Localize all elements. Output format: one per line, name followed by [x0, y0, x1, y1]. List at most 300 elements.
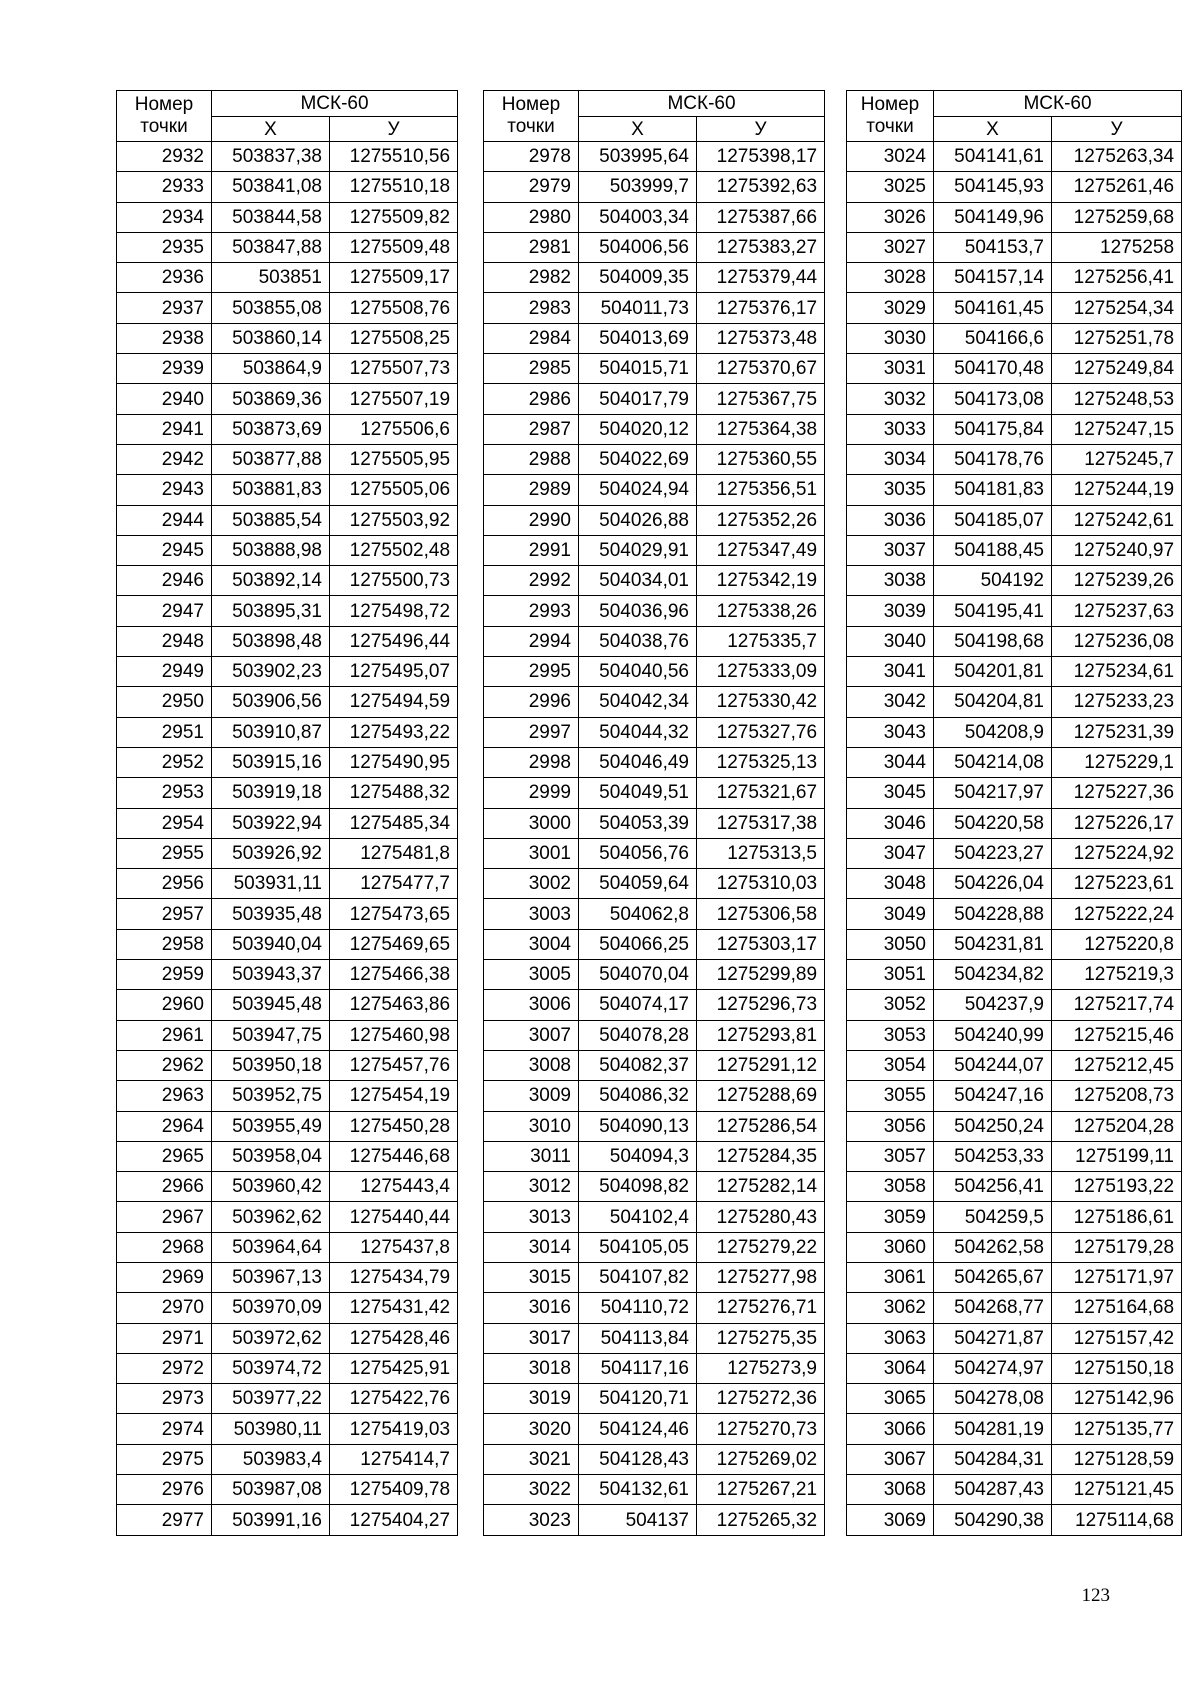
x-coordinate-cell: 504153,7: [934, 232, 1052, 262]
x-coordinate-cell: 504036,96: [579, 596, 697, 626]
x-coordinate-cell: 504259,5: [934, 1202, 1052, 1232]
y-coordinate-cell: 1275244,19: [1052, 475, 1182, 505]
x-coordinate-cell: 503873,69: [212, 414, 330, 444]
point-number-cell: 3057: [847, 1141, 934, 1171]
point-number-cell: 3046: [847, 808, 934, 838]
table-row: [117, 323, 458, 353]
point-number-cell: 3047: [847, 838, 934, 868]
y-coordinate-cell: 1275224,92: [1052, 838, 1182, 868]
point-number-cell: 2941: [117, 414, 212, 444]
point-number-cell: 3007: [484, 1020, 579, 1050]
y-coordinate-cell: 1275477,7: [330, 869, 458, 899]
table-row: [484, 747, 825, 777]
table-row: [117, 1020, 458, 1050]
point-number-cell: 3027: [847, 232, 934, 262]
point-number-cell: 3068: [847, 1475, 934, 1505]
y-coordinate-cell: 1275273,9: [697, 1353, 825, 1383]
table-row: [847, 990, 1182, 1020]
y-coordinate-cell: 1275212,45: [1052, 1050, 1182, 1080]
point-number-cell: 3053: [847, 1020, 934, 1050]
y-coordinate-cell: 1275208,73: [1052, 1081, 1182, 1111]
table-row: [847, 1081, 1182, 1111]
x-coordinate-cell: 504009,35: [579, 263, 697, 293]
y-coordinate-cell: 1275288,69: [697, 1081, 825, 1111]
table-row: [117, 747, 458, 777]
point-number-cell: 3042: [847, 687, 934, 717]
point-number-cell: 3051: [847, 960, 934, 990]
table-row: [847, 1475, 1182, 1505]
table-row: [117, 596, 458, 626]
y-coordinate-cell: 1275233,23: [1052, 687, 1182, 717]
y-coordinate-cell: 1275204,28: [1052, 1111, 1182, 1141]
table-row: [117, 990, 458, 1020]
x-coordinate-cell: 504217,97: [934, 778, 1052, 808]
point-number-cell: 2959: [117, 960, 212, 990]
table-row: [484, 1081, 825, 1111]
point-number-cell: 2983: [484, 293, 579, 323]
x-coordinate-cell: 503895,31: [212, 596, 330, 626]
x-coordinate-cell: 504284,31: [934, 1444, 1052, 1474]
point-number-cell: 3045: [847, 778, 934, 808]
table-row: [484, 1232, 825, 1262]
point-number-cell: 2951: [117, 717, 212, 747]
point-number-cell: 2987: [484, 414, 579, 444]
y-coordinate-cell: 1275506,6: [330, 414, 458, 444]
table-row: [847, 263, 1182, 293]
point-number-cell: 3059: [847, 1202, 934, 1232]
point-number-cell: 2985: [484, 354, 579, 384]
y-coordinate-cell: 1275338,26: [697, 596, 825, 626]
point-number-cell: 2937: [117, 293, 212, 323]
y-coordinate-cell: 1275251,78: [1052, 323, 1182, 353]
point-number-cell: 2997: [484, 717, 579, 747]
point-number-cell: 3044: [847, 747, 934, 777]
y-column-header: У: [1052, 117, 1182, 142]
x-coordinate-cell: 504271,87: [934, 1323, 1052, 1353]
y-coordinate-cell: 1275327,76: [697, 717, 825, 747]
point-number-cell: 2976: [117, 1475, 212, 1505]
table-row: [847, 1111, 1182, 1141]
table-row: [117, 1323, 458, 1353]
table-row: [117, 444, 458, 474]
point-number-cell: 2971: [117, 1323, 212, 1353]
table-row: [484, 1172, 825, 1202]
x-coordinate-cell: 503955,49: [212, 1111, 330, 1141]
table-row: [117, 717, 458, 747]
y-coordinate-cell: 1275409,78: [330, 1475, 458, 1505]
point-number-cell: 2995: [484, 657, 579, 687]
y-coordinate-cell: 1275313,5: [697, 838, 825, 868]
point-number-cell: 3032: [847, 384, 934, 414]
table-row: [117, 1111, 458, 1141]
y-coordinate-cell: 1275179,28: [1052, 1232, 1182, 1262]
point-number-cell: 2966: [117, 1172, 212, 1202]
x-coordinate-cell: 504228,88: [934, 899, 1052, 929]
x-coordinate-cell: 504082,37: [579, 1050, 697, 1080]
point-number-cell: 2935: [117, 232, 212, 262]
x-coordinate-cell: 503931,11: [212, 869, 330, 899]
point-number-cell: 2960: [117, 990, 212, 1020]
point-number-cell: 2988: [484, 444, 579, 474]
x-column-header: Х: [934, 117, 1052, 142]
y-coordinate-cell: 1275296,73: [697, 990, 825, 1020]
point-number-cell: 3066: [847, 1414, 934, 1444]
table-row: [847, 1353, 1182, 1383]
point-number-cell: 3065: [847, 1384, 934, 1414]
table-row: [847, 596, 1182, 626]
x-coordinate-cell: 504128,43: [579, 1444, 697, 1474]
x-coordinate-cell: 503964,64: [212, 1232, 330, 1262]
y-coordinate-cell: 1275286,54: [697, 1111, 825, 1141]
x-coordinate-cell: 504017,79: [579, 384, 697, 414]
point-number-cell: 2948: [117, 626, 212, 656]
y-coordinate-cell: 1275503,92: [330, 505, 458, 535]
point-number-cell: 2940: [117, 384, 212, 414]
table-row: [847, 1202, 1182, 1232]
point-number-header: Номер точки: [847, 91, 934, 142]
table-row: [117, 960, 458, 990]
x-coordinate-cell: 504046,49: [579, 747, 697, 777]
point-number-cell: 3021: [484, 1444, 579, 1474]
x-coordinate-cell: 503995,64: [579, 142, 697, 172]
x-coordinate-cell: 504107,82: [579, 1262, 697, 1292]
table-row: [117, 838, 458, 868]
y-coordinate-cell: 1275367,75: [697, 384, 825, 414]
point-number-cell: 2970: [117, 1293, 212, 1323]
table-row: [847, 899, 1182, 929]
x-coordinate-cell: 504149,96: [934, 202, 1052, 232]
table-row: [117, 172, 458, 202]
table-row: [847, 1232, 1182, 1262]
x-coordinate-cell: 504161,45: [934, 293, 1052, 323]
point-number-cell: 3034: [847, 444, 934, 474]
x-coordinate-cell: 504034,01: [579, 566, 697, 596]
table-row: [847, 172, 1182, 202]
x-coordinate-cell: 503974,72: [212, 1353, 330, 1383]
x-coordinate-cell: 504029,91: [579, 535, 697, 565]
y-coordinate-cell: 1275466,38: [330, 960, 458, 990]
y-coordinate-cell: 1275510,56: [330, 142, 458, 172]
x-coordinate-cell: 504015,71: [579, 354, 697, 384]
x-coordinate-cell: 503898,48: [212, 626, 330, 656]
point-number-cell: 3013: [484, 1202, 579, 1232]
table-row: [484, 172, 825, 202]
x-coordinate-cell: 504117,16: [579, 1353, 697, 1383]
x-coordinate-cell: 503952,75: [212, 1081, 330, 1111]
point-number-cell: 2984: [484, 323, 579, 353]
point-number-cell: 3038: [847, 566, 934, 596]
y-coordinate-cell: 1275457,76: [330, 1050, 458, 1080]
point-number-cell: 3064: [847, 1353, 934, 1383]
point-number-cell: 2968: [117, 1232, 212, 1262]
y-coordinate-cell: 1275422,76: [330, 1384, 458, 1414]
x-coordinate-cell: 504026,88: [579, 505, 697, 535]
table-row: [484, 990, 825, 1020]
table-row: [847, 293, 1182, 323]
point-number-cell: 2975: [117, 1444, 212, 1474]
x-coordinate-cell: 504062,8: [579, 899, 697, 929]
table-row: [117, 535, 458, 565]
table-row: [484, 838, 825, 868]
table-row: [847, 778, 1182, 808]
x-coordinate-cell: 504201,81: [934, 657, 1052, 687]
y-coordinate-cell: 1275494,59: [330, 687, 458, 717]
coordinate-system-header: МСК-60: [579, 91, 825, 117]
x-coordinate-cell: 503935,48: [212, 899, 330, 929]
x-coordinate-cell: 503851: [212, 263, 330, 293]
x-coordinate-cell: 504287,43: [934, 1475, 1052, 1505]
y-coordinate-cell: 1275270,73: [697, 1414, 825, 1444]
y-coordinate-cell: 1275376,17: [697, 293, 825, 323]
table-row: [484, 626, 825, 656]
x-coordinate-cell: 503885,54: [212, 505, 330, 535]
table-row: [484, 505, 825, 535]
point-number-cell: 2947: [117, 596, 212, 626]
table-row: [847, 1444, 1182, 1474]
point-number-cell: 3056: [847, 1111, 934, 1141]
x-coordinate-cell: 504204,81: [934, 687, 1052, 717]
point-number-cell: 3011: [484, 1141, 579, 1171]
point-number-header: Номер точки: [484, 91, 579, 142]
table-row: [484, 354, 825, 384]
x-coordinate-cell: 503888,98: [212, 535, 330, 565]
point-number-cell: 2942: [117, 444, 212, 474]
x-coordinate-cell: 503950,18: [212, 1050, 330, 1080]
x-coordinate-cell: 504066,25: [579, 929, 697, 959]
y-coordinate-cell: 1275509,48: [330, 232, 458, 262]
table-row: [117, 142, 458, 172]
x-coordinate-cell: 504278,08: [934, 1384, 1052, 1414]
x-coordinate-cell: 504013,69: [579, 323, 697, 353]
y-coordinate-cell: 1275164,68: [1052, 1293, 1182, 1323]
y-coordinate-cell: 1275505,06: [330, 475, 458, 505]
y-coordinate-cell: 1275321,67: [697, 778, 825, 808]
table-row: [847, 505, 1182, 535]
y-coordinate-cell: 1275495,07: [330, 657, 458, 687]
x-coordinate-cell: 503864,9: [212, 354, 330, 384]
x-coordinate-cell: 504011,73: [579, 293, 697, 323]
point-number-cell: 2982: [484, 263, 579, 293]
point-number-cell: 2932: [117, 142, 212, 172]
y-coordinate-cell: 1275310,03: [697, 869, 825, 899]
x-coordinate-cell: 503947,75: [212, 1020, 330, 1050]
x-coordinate-cell: 504105,05: [579, 1232, 697, 1262]
table-row: [484, 717, 825, 747]
table-row: [847, 384, 1182, 414]
x-coordinate-cell: 504234,82: [934, 960, 1052, 990]
table-row: [847, 142, 1182, 172]
table-row: [847, 747, 1182, 777]
x-coordinate-cell: 503919,18: [212, 778, 330, 808]
table-row: [847, 626, 1182, 656]
y-coordinate-cell: 1275227,36: [1052, 778, 1182, 808]
x-coordinate-cell: 503906,56: [212, 687, 330, 717]
table-row: [484, 414, 825, 444]
y-coordinate-cell: 1275280,43: [697, 1202, 825, 1232]
table-row: [847, 869, 1182, 899]
y-coordinate-cell: 1275485,34: [330, 808, 458, 838]
table-row: [484, 1384, 825, 1414]
table-row: [847, 475, 1182, 505]
y-coordinate-cell: 1275434,79: [330, 1262, 458, 1292]
y-coordinate-cell: 1275330,42: [697, 687, 825, 717]
y-coordinate-cell: 1275263,34: [1052, 142, 1182, 172]
point-number-cell: 2949: [117, 657, 212, 687]
y-coordinate-cell: 1275335,7: [697, 626, 825, 656]
y-coordinate-cell: 1275490,95: [330, 747, 458, 777]
x-coordinate-cell: 504181,83: [934, 475, 1052, 505]
y-coordinate-cell: 1275247,15: [1052, 414, 1182, 444]
table-row: [484, 323, 825, 353]
point-number-cell: 2952: [117, 747, 212, 777]
point-number-cell: 2999: [484, 778, 579, 808]
y-coordinate-cell: 1275128,59: [1052, 1444, 1182, 1474]
y-coordinate-cell: 1275481,8: [330, 838, 458, 868]
table-row: [117, 1475, 458, 1505]
x-coordinate-cell: 504090,13: [579, 1111, 697, 1141]
table-row: [847, 1262, 1182, 1292]
y-column-header: У: [697, 117, 825, 142]
y-coordinate-cell: 1275223,61: [1052, 869, 1182, 899]
y-coordinate-cell: 1275463,86: [330, 990, 458, 1020]
y-coordinate-cell: 1275240,97: [1052, 535, 1182, 565]
x-coordinate-cell: 504226,04: [934, 869, 1052, 899]
x-coordinate-cell: 504132,61: [579, 1475, 697, 1505]
point-number-cell: 3041: [847, 657, 934, 687]
table-row: [484, 384, 825, 414]
x-coordinate-cell: 504237,9: [934, 990, 1052, 1020]
table-row: [484, 960, 825, 990]
point-number-cell: 3019: [484, 1384, 579, 1414]
point-number-cell: 3001: [484, 838, 579, 868]
y-coordinate-cell: 1275248,53: [1052, 384, 1182, 414]
y-coordinate-cell: 1275510,18: [330, 172, 458, 202]
x-coordinate-cell: 504208,9: [934, 717, 1052, 747]
point-number-cell: 3018: [484, 1353, 579, 1383]
table-row: [484, 1020, 825, 1050]
x-coordinate-cell: 503860,14: [212, 323, 330, 353]
table-row: [484, 1414, 825, 1444]
table-row: [484, 899, 825, 929]
table-row: [117, 778, 458, 808]
table-row: [847, 1323, 1182, 1353]
point-number-cell: 2990: [484, 505, 579, 535]
point-number-cell: 2992: [484, 566, 579, 596]
table-row: [847, 687, 1182, 717]
y-coordinate-cell: 1275193,22: [1052, 1172, 1182, 1202]
x-coordinate-cell: 504086,32: [579, 1081, 697, 1111]
table-row: [847, 566, 1182, 596]
table-row: [117, 232, 458, 262]
y-coordinate-cell: 1275291,12: [697, 1050, 825, 1080]
point-number-cell: 2936: [117, 263, 212, 293]
table-row: [117, 384, 458, 414]
x-coordinate-cell: 503945,48: [212, 990, 330, 1020]
x-coordinate-cell: 504124,46: [579, 1414, 697, 1444]
x-coordinate-cell: 504053,39: [579, 808, 697, 838]
point-number-cell: 3000: [484, 808, 579, 838]
x-coordinate-cell: 503960,42: [212, 1172, 330, 1202]
coordinate-table: [483, 90, 825, 1536]
point-number-cell: 3054: [847, 1050, 934, 1080]
table-row: [117, 1232, 458, 1262]
point-number-cell: 3069: [847, 1505, 934, 1535]
y-coordinate-cell: 1275231,39: [1052, 717, 1182, 747]
table-row: [117, 1050, 458, 1080]
y-coordinate-cell: 1275360,55: [697, 444, 825, 474]
point-number-cell: 3015: [484, 1262, 579, 1292]
table-row: [117, 1444, 458, 1474]
table-row: [117, 1384, 458, 1414]
y-coordinate-cell: 1275303,17: [697, 929, 825, 959]
point-number-cell: 2991: [484, 535, 579, 565]
y-coordinate-cell: 1275171,97: [1052, 1262, 1182, 1292]
table-row: [847, 657, 1182, 687]
table-row: [117, 1172, 458, 1202]
table-row: [117, 1414, 458, 1444]
table-row: [117, 1293, 458, 1323]
y-coordinate-cell: 1275446,68: [330, 1141, 458, 1171]
point-number-cell: 3036: [847, 505, 934, 535]
y-coordinate-cell: 1275217,74: [1052, 990, 1182, 1020]
point-number-cell: 3061: [847, 1262, 934, 1292]
table-row: [847, 1293, 1182, 1323]
x-coordinate-cell: 503977,22: [212, 1384, 330, 1414]
x-coordinate-cell: 504195,41: [934, 596, 1052, 626]
point-number-cell: 2945: [117, 535, 212, 565]
point-number-cell: 3025: [847, 172, 934, 202]
point-number-cell: 2979: [484, 172, 579, 202]
y-coordinate-cell: 1275500,73: [330, 566, 458, 596]
point-number-cell: 2980: [484, 202, 579, 232]
x-coordinate-cell: 503943,37: [212, 960, 330, 990]
table-row: [484, 1444, 825, 1474]
table-row: [484, 142, 825, 172]
table-row: [484, 1141, 825, 1171]
table-row: [847, 1050, 1182, 1080]
y-coordinate-cell: 1275373,48: [697, 323, 825, 353]
table-row: [847, 1414, 1182, 1444]
y-coordinate-cell: 1275256,41: [1052, 263, 1182, 293]
y-coordinate-cell: 1275261,46: [1052, 172, 1182, 202]
y-coordinate-cell: 1275428,46: [330, 1323, 458, 1353]
point-number-cell: 2967: [117, 1202, 212, 1232]
x-coordinate-cell: 504141,61: [934, 142, 1052, 172]
point-number-cell: 3017: [484, 1323, 579, 1353]
point-number-cell: 2978: [484, 142, 579, 172]
x-coordinate-cell: 504157,14: [934, 263, 1052, 293]
y-coordinate-cell: 1275392,63: [697, 172, 825, 202]
y-coordinate-cell: 1275279,22: [697, 1232, 825, 1262]
point-number-cell: 2946: [117, 566, 212, 596]
point-number-cell: 2998: [484, 747, 579, 777]
point-number-cell: 3003: [484, 899, 579, 929]
point-number-cell: 2958: [117, 929, 212, 959]
x-coordinate-cell: 503902,23: [212, 657, 330, 687]
y-coordinate-cell: 1275135,77: [1052, 1414, 1182, 1444]
x-coordinate-cell: 504078,28: [579, 1020, 697, 1050]
point-number-cell: 3043: [847, 717, 934, 747]
x-coordinate-cell: 503940,04: [212, 929, 330, 959]
point-number-cell: 3004: [484, 929, 579, 959]
point-number-cell: 3062: [847, 1293, 934, 1323]
y-coordinate-cell: 1275507,19: [330, 384, 458, 414]
point-number-cell: 2938: [117, 323, 212, 353]
table-row: [117, 354, 458, 384]
point-number-cell: 3010: [484, 1111, 579, 1141]
table-row: [847, 1172, 1182, 1202]
page-number: 123: [1081, 1585, 1110, 1606]
